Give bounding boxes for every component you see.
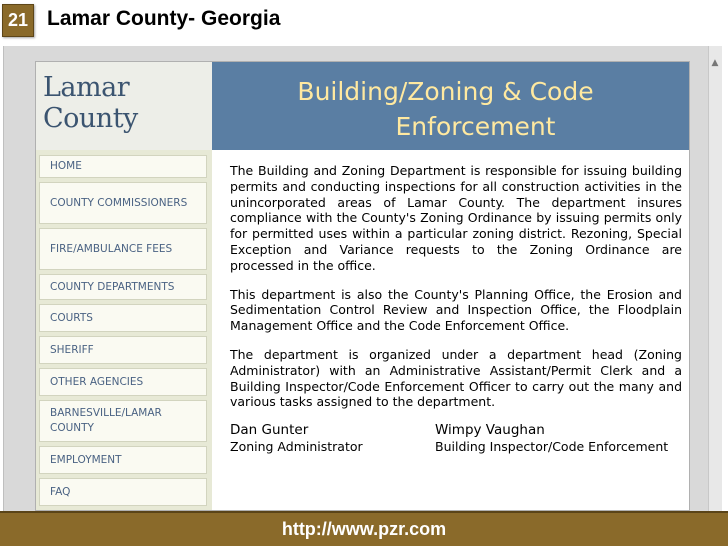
nav-item-courts[interactable]: COURTS	[39, 304, 207, 332]
page-title-line1: Building/Zoning & Code	[297, 77, 594, 106]
page-title	[212, 62, 689, 150]
page-title-line2: Enforcement	[395, 112, 556, 141]
nav-item-fire-ambulance-fees[interactable]: FIRE/AMBULANCE FEES	[39, 228, 207, 270]
footer-url: http://www.pzr.com	[0, 513, 728, 546]
slide-title: Lamar County- Georgia	[47, 7, 281, 30]
main-content	[230, 163, 682, 455]
staff-names	[230, 423, 682, 439]
site-logo[interactable]: Lamar County	[36, 62, 212, 150]
paragraph-responsibilities: The Building and Zoning Department is responsible for issuing building permits and conducting inspections for all construction activities in the unincorporated areas of Lamar County. The department insures compliance with the County's Zoning Ordinance by issuing permits only for permitted uses within a particular zoning district. Rezoning, Special Exception and Variance requests to the Zoning Ordinance are processed in the office.	[230, 163, 682, 273]
nav-item-barnesville-lamar-county[interactable]: BARNESVILLE/LAMAR COUNTY	[39, 400, 207, 442]
nav-item-county-commissioners[interactable]: COUNTY COMMISSIONERS	[39, 182, 207, 224]
staff-titles	[230, 439, 682, 455]
vertical-scrollbar[interactable]	[708, 46, 722, 511]
nav-item-other-agencies[interactable]: OTHER AGENCIES	[39, 368, 207, 396]
web-page	[35, 61, 690, 511]
nav-item-sheriff[interactable]: SHERIFF	[39, 336, 207, 364]
staff-name: Wimpy Vaughan	[435, 422, 545, 439]
sidebar-nav	[36, 150, 212, 511]
nav-item-employment[interactable]: EMPLOYMENT	[39, 446, 207, 474]
staff-name: Dan Gunter	[230, 422, 309, 439]
nav-item-faq[interactable]: FAQ	[39, 478, 207, 506]
nav-item-home[interactable]: HOME	[39, 155, 207, 178]
staff-title: Zoning Administrator	[230, 438, 363, 454]
paragraph-organization: The department is organized under a department head (Zoning Administrator) with an Administrative Assistant/Permit Clerk and a Building Inspector/Code Enforcement Officer to carry out the many and various tasks assigned to the department.	[230, 346, 682, 410]
staff-title: Building Inspector/Code Enforcement	[435, 438, 669, 454]
website-screenshot	[3, 46, 722, 511]
site-banner	[36, 62, 689, 150]
paragraph-offices: This department is also the County's Planning Office, the Erosion and Sedimentation Control Review and Inspection Office, the Floodplain Management Office and the Code Enforcement Office.	[230, 286, 682, 334]
scroll-up-arrow-icon[interactable]: ▲	[711, 58, 719, 68]
slide-number-badge: 21	[2, 4, 34, 37]
nav-item-county-departments[interactable]: COUNTY DEPARTMENTS	[39, 274, 207, 300]
